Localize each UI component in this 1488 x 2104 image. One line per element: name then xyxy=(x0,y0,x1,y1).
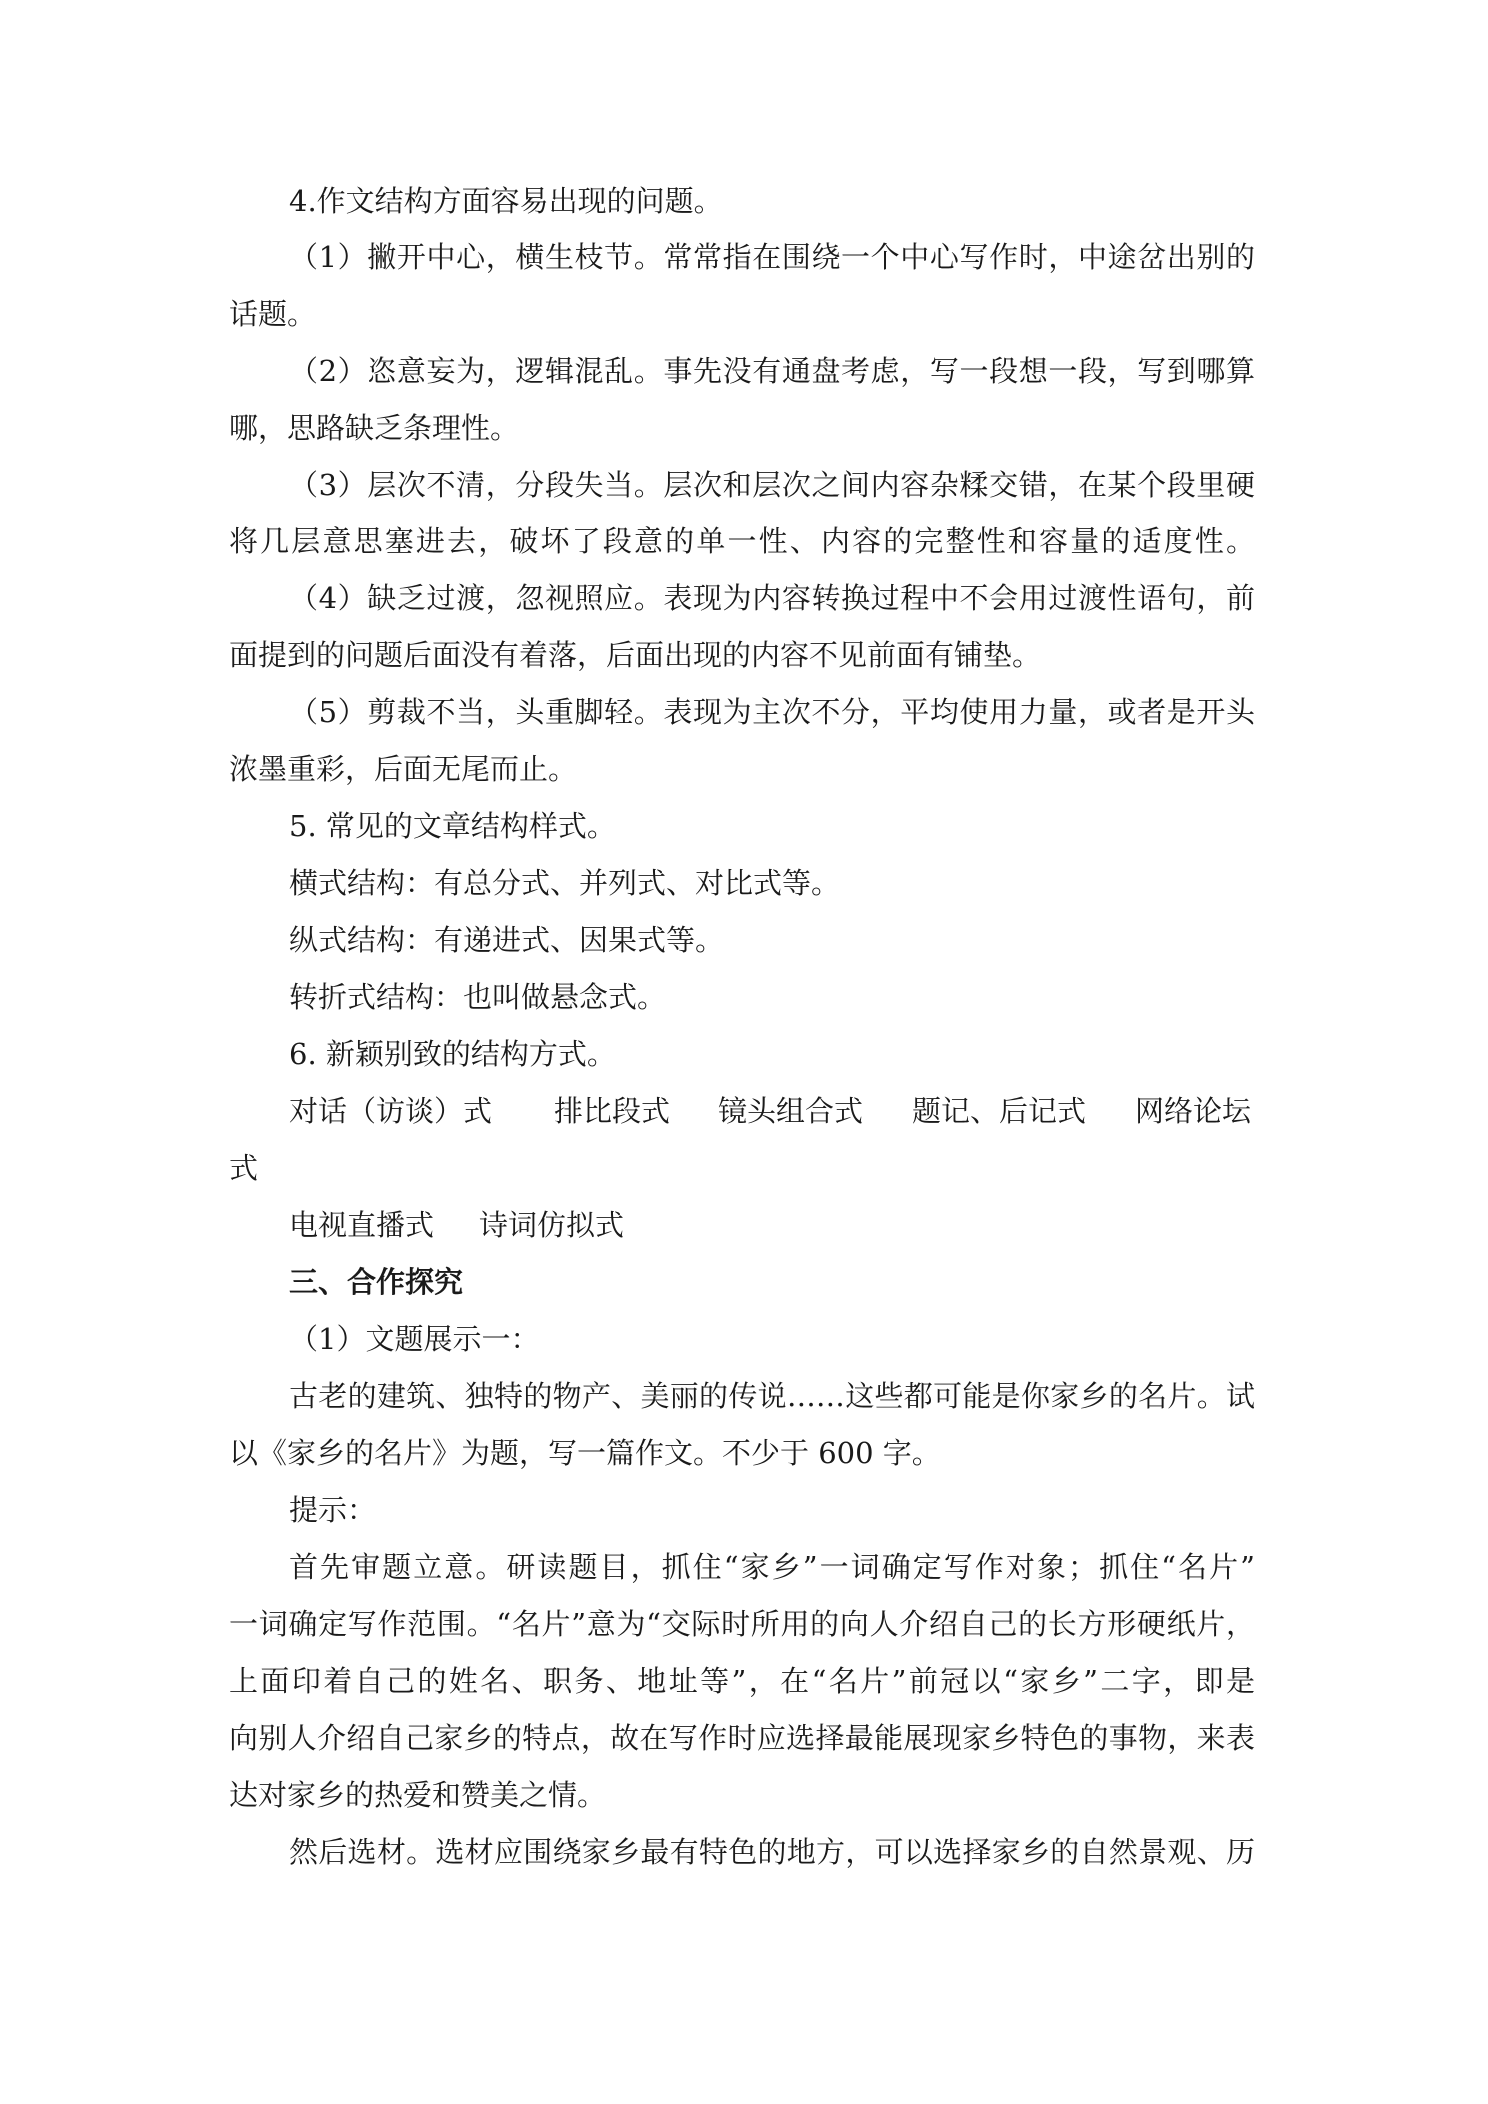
paragraph-line: 上面印着自己的姓名、职务、地址等”，在“名片”前冠以“家乡”二字，即是 xyxy=(229,1664,1255,1698)
style-item: 题记、后记式 xyxy=(912,1094,1087,1128)
paragraph-line: 古老的建筑、独特的物产、美丽的传说……这些都可能是你家乡的名片。试 xyxy=(289,1379,1255,1413)
style-item: 对话（访谈）式 xyxy=(289,1094,493,1128)
paragraph-line: 一词确定写作范围。“名片”意为“交际时所用的向人介绍自己的长方形硬纸片， xyxy=(229,1607,1255,1641)
paragraph-line: 达对家乡的热爱和赞美之情。 xyxy=(229,1778,607,1812)
paragraph-line: （1）撇开中心，横生枝节。常常指在围绕一个中心写作时，中途岔出别的 xyxy=(289,240,1255,274)
paragraph-line: （2）恣意妄为，逻辑混乱。事先没有通盘考虑，写一段想一段，写到哪算 xyxy=(289,354,1255,388)
paragraph-line: 提示： xyxy=(289,1493,377,1527)
paragraph-line: 然后选材。选材应围绕家乡最有特色的地方，可以选择家乡的自然景观、历 xyxy=(289,1835,1255,1869)
style-item: 网络论坛 xyxy=(1135,1094,1252,1128)
paragraph-line: （1）文题展示一： xyxy=(289,1322,540,1356)
style-item: 排比段式 xyxy=(554,1094,671,1128)
paragraph-line: 向别人介绍自己家乡的特点，故在写作时应选择最能展现家乡特色的事物，来表 xyxy=(229,1721,1255,1755)
heading-6: 6. 新颖别致的结构方式。 xyxy=(289,1037,616,1071)
paragraph-line: （5）剪裁不当，头重脚轻。表现为主次不分，平均使用力量，或者是开头 xyxy=(289,695,1255,729)
styles-row xyxy=(0,1205,1488,1245)
style-item: 诗词仿拟式 xyxy=(479,1208,625,1242)
section-heading: 三、合作探究 xyxy=(289,1265,464,1299)
paragraph-line: 哪，思路缺乏条理性。 xyxy=(229,411,520,445)
heading-4: 4.作文结构方面容易出现的问题。 xyxy=(289,184,723,218)
paragraph-line: 以《家乡的名片》为题，写一篇作文。不少于 600 字。 xyxy=(229,1436,941,1470)
paragraph-line: 将几层意思塞进去，破坏了段意的单一性、内容的完整性和容量的适度性。 xyxy=(229,524,1255,558)
paragraph-line: 式 xyxy=(229,1151,259,1185)
paragraph-line: 横式结构：有总分式、并列式、对比式等。 xyxy=(289,866,841,900)
paragraph-line: 纵式结构：有递进式、因果式等。 xyxy=(289,923,725,957)
paragraph-line: 首先审题立意。研读题目，抓住“家乡”一词确定写作对象；抓住“名片” xyxy=(289,1550,1255,1584)
paragraph-line: 浓墨重彩，后面无尾而止。 xyxy=(229,752,578,786)
paragraph-line: 面提到的问题后面没有着落，后面出现的内容不见前面有铺垫。 xyxy=(229,638,1042,672)
styles-row xyxy=(0,1091,1488,1131)
style-item: 电视直播式 xyxy=(289,1208,435,1242)
paragraph-line: 话题。 xyxy=(229,297,317,331)
paragraph-line: 转折式结构：也叫做悬念式。 xyxy=(289,980,667,1014)
paragraph-line: （4）缺乏过渡，忽视照应。表现为内容转换过程中不会用过渡性语句，前 xyxy=(289,581,1255,615)
style-item: 镜头组合式 xyxy=(718,1094,864,1128)
paragraph-line: （3）层次不清，分段失当。层次和层次之间内容杂糅交错，在某个段里硬 xyxy=(289,468,1255,502)
heading-5: 5. 常见的文章结构样式。 xyxy=(289,809,616,843)
